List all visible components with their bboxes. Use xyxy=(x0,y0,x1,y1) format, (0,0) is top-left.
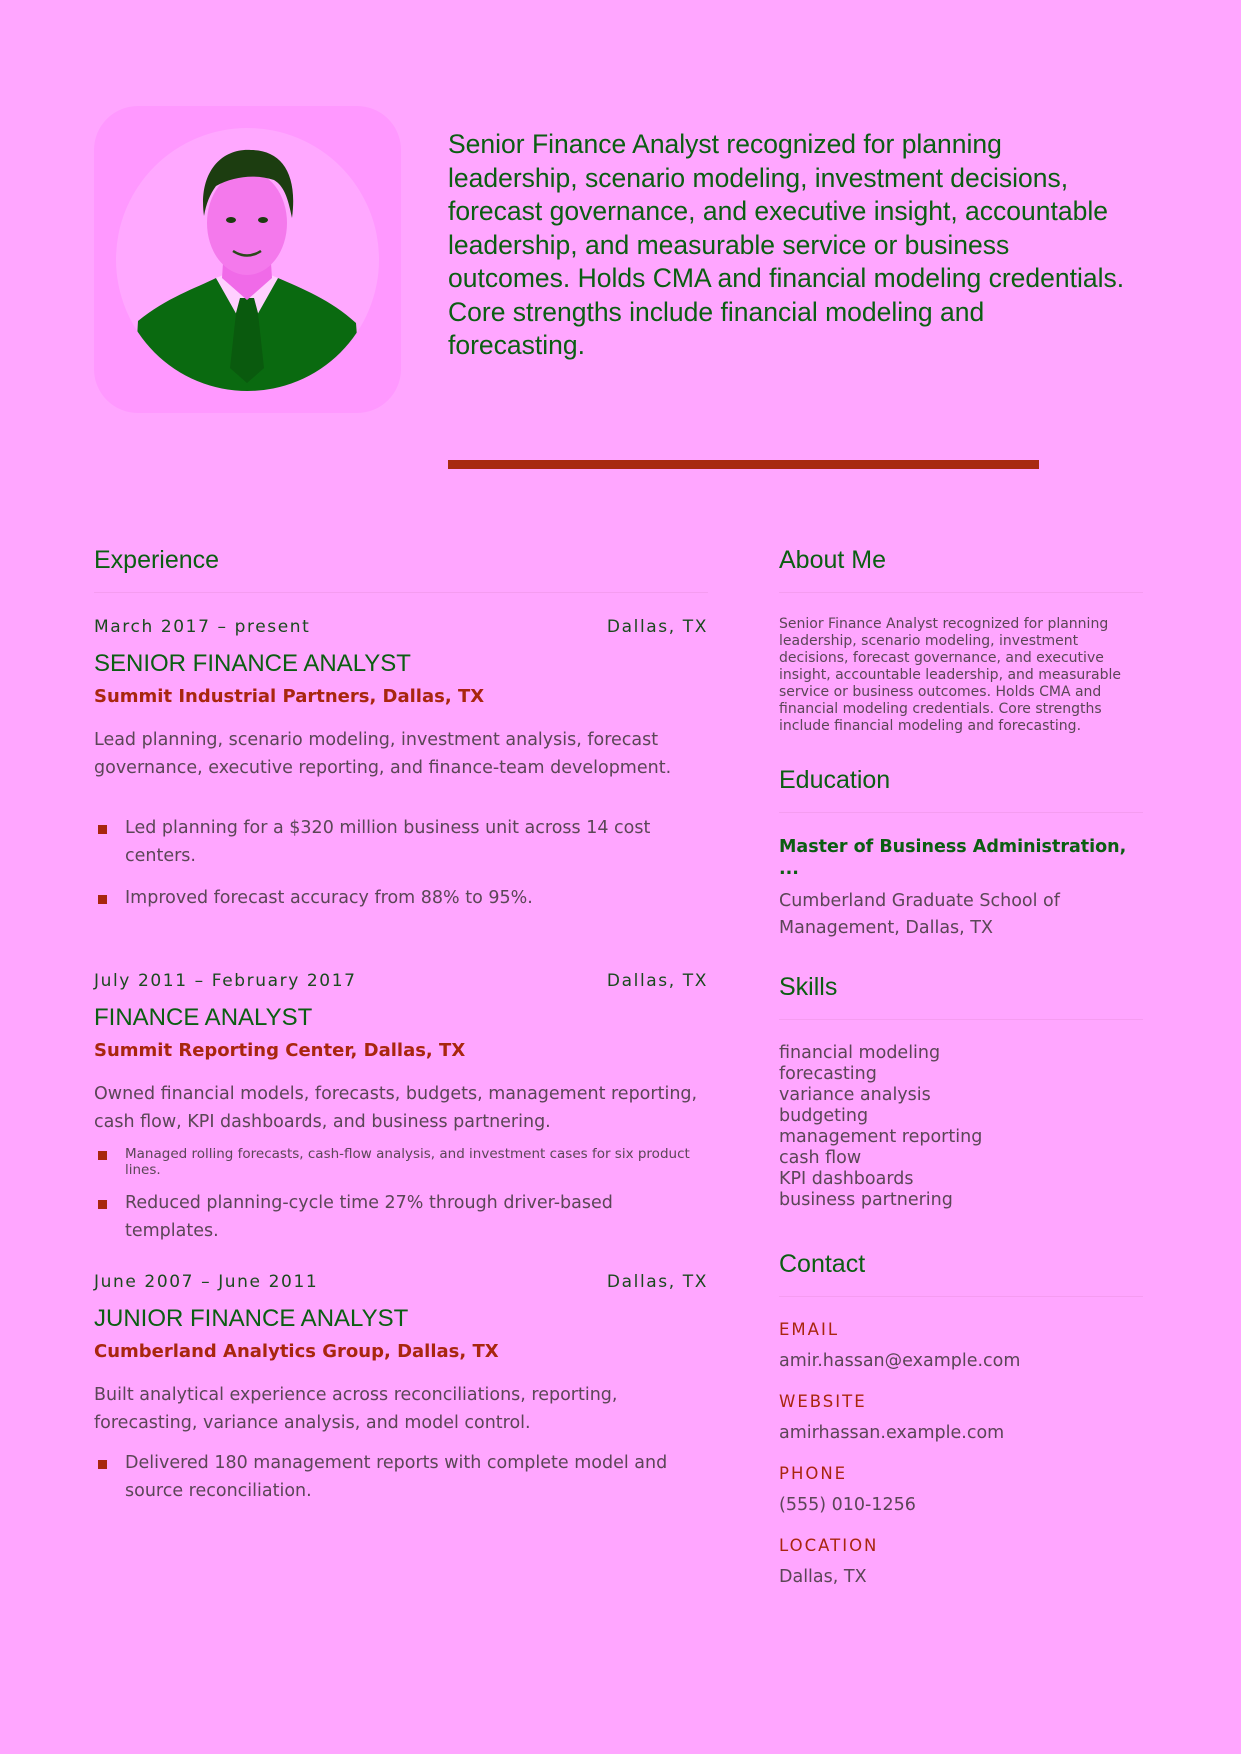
job-company: Summit Industrial Partners, Dallas, TX xyxy=(94,686,485,707)
job-description: Lead planning, scenario modeling, investment analysis, forecast governance, executive reporting, and finance-team development. xyxy=(94,730,672,778)
job-company: Cumberland Analytics Group, Dallas, TX xyxy=(94,1341,499,1362)
bullet-square-icon xyxy=(98,1151,107,1160)
job-meta xyxy=(94,970,708,992)
education-heading: Education xyxy=(779,765,1143,813)
bullet-item: Managed rolling forecasts, cash-flow analysis, and investment cases for six product lines. xyxy=(94,1146,708,1178)
job-entry xyxy=(94,616,708,912)
job-title: FINANCE ANALYST xyxy=(94,1004,313,1031)
job-description: Owned financial models, forecasts, budgets, management reporting, cash flow, KPI dashboards, and business partnering. xyxy=(94,1084,698,1132)
bullet-item: Delivered 180 management reports with complete model and source reconciliation. xyxy=(94,1449,694,1505)
bullet-square-icon xyxy=(98,1200,107,1209)
job-dates: March 2017 – present xyxy=(94,617,311,637)
job-bullets xyxy=(94,1449,694,1505)
skills-list xyxy=(779,1043,1143,1211)
job-entry xyxy=(94,1271,708,1505)
job-location: Dallas, TX xyxy=(606,1272,708,1292)
job-bullets xyxy=(94,814,708,912)
email-value[interactable]: amir.hassan@example.com xyxy=(779,1351,1021,1371)
job-title: SENIOR FINANCE ANALYST xyxy=(94,650,411,677)
job-meta xyxy=(94,1271,708,1293)
job-company: Summit Reporting Center, Dallas, TX xyxy=(94,1040,466,1061)
skill-item: business partnering xyxy=(779,1190,953,1210)
location-label: LOCATION xyxy=(779,1536,879,1555)
job-description: Built analytical experience across reconciliations, reporting, forecasting, variance analysis, and model control. xyxy=(94,1385,618,1433)
job-title: JUNIOR FINANCE ANALYST xyxy=(94,1305,409,1332)
bullet-square-icon xyxy=(98,825,107,834)
about-text: Senior Finance Analyst recognized for planning leadership, scenario modeling, investment decisions, forecast governance, and executive insight, accountable leadership, and measurable service or business outcomes. Holds CMA and financial modeling credentials. Core strengths include financial modeling and forecasting. xyxy=(779,616,1121,734)
profile-photo xyxy=(94,106,401,413)
phone-label: PHONE xyxy=(779,1464,848,1483)
job-location: Dallas, TX xyxy=(606,971,708,991)
bullet-item: Improved forecast accuracy from 88% to 95%. xyxy=(94,884,708,912)
skill-item: cash flow xyxy=(779,1148,862,1168)
skill-item: KPI dashboards xyxy=(779,1169,914,1189)
sidebar xyxy=(779,545,1143,1588)
skill-item: forecasting xyxy=(779,1064,877,1084)
profile-photo-circle xyxy=(116,128,379,391)
email-label: EMAIL xyxy=(779,1320,840,1339)
hero-divider xyxy=(448,460,1039,469)
job-bullets xyxy=(94,1146,708,1245)
experience-heading: Experience xyxy=(94,545,708,593)
job-dates: July 2011 – February 2017 xyxy=(94,971,357,991)
skill-item: management reporting xyxy=(779,1127,983,1147)
experience-section xyxy=(94,545,708,1505)
education-degree: Master of Business Administration, ... xyxy=(779,837,1127,879)
website-value[interactable]: amirhassan.example.com xyxy=(779,1423,1005,1443)
bullet-item: Reduced planning-cycle time 27% through driver-based templates. xyxy=(94,1189,708,1245)
skills-heading: Skills xyxy=(779,972,1143,1020)
skill-item: variance analysis xyxy=(779,1085,931,1105)
job-meta xyxy=(94,616,708,638)
skill-item: financial modeling xyxy=(779,1043,941,1063)
bullet-square-icon xyxy=(98,1460,107,1469)
hero-summary: Senior Finance Analyst recognized for planning leadership, scenario modeling, investment decisions, forecast governance, and executive insight, accountable leadership, and measurable service or business outcomes. Holds CMA and financial modeling credentials. Core strengths include financial modeling and forecasting. xyxy=(448,129,1125,360)
location-value: Dallas, TX xyxy=(779,1567,867,1587)
about-heading: About Me xyxy=(779,545,1143,593)
job-location: Dallas, TX xyxy=(606,617,708,637)
job-entry xyxy=(94,970,708,1245)
bullet-square-icon xyxy=(98,895,107,904)
education-school: Cumberland Graduate School of Management, Dallas, TX xyxy=(779,891,1060,938)
portrait-illustration xyxy=(116,128,379,391)
bullet-item: Led planning for a $320 million business unit across 14 cost centers. xyxy=(94,814,708,870)
website-label: WEBSITE xyxy=(779,1392,867,1411)
contact-heading: Contact xyxy=(779,1249,1143,1297)
skill-item: budgeting xyxy=(779,1106,869,1126)
job-dates: June 2007 – June 2011 xyxy=(94,1272,319,1292)
phone-value[interactable]: (555) 010-1256 xyxy=(779,1495,916,1515)
